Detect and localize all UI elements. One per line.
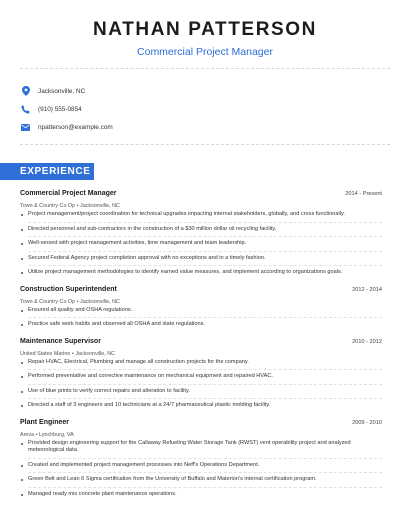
location-text: Jacksonville, NC — [38, 87, 86, 95]
job-title: Plant Engineer — [20, 418, 70, 426]
job-bullet: Green Belt and Lean 6 Sigma certification from the University of Buffalo and Materion's internal certification program. — [20, 476, 382, 484]
envelope-icon — [21, 123, 30, 132]
phone-icon — [21, 105, 30, 114]
contact-divider — [20, 144, 390, 145]
job-bullet: Directed personnel and sub-contractors in the construction of a $30 million dollar oil recycling facility. — [20, 226, 382, 234]
resume-header — [0, 0, 410, 58]
job-company: United States Marine • Jacksonville, NC — [20, 350, 116, 357]
bullet-divider — [28, 265, 382, 266]
bullet-divider — [28, 472, 382, 473]
job-bullets — [20, 440, 382, 499]
job-bullets — [20, 211, 382, 277]
job-entry — [20, 286, 382, 329]
experience-list — [20, 190, 382, 498]
job-bullet: Directed a staff of 3 engineers and 10 technicians at a 24/7 pharmaceutical plastic molding facility. — [20, 402, 382, 410]
job-entry — [20, 419, 382, 499]
job-title: Construction Superintendent — [20, 285, 117, 293]
job-entry — [20, 338, 382, 410]
job-company: Areva • Lynchburg, VA — [20, 431, 74, 438]
job-title: Maintenance Supervisor — [20, 337, 101, 345]
bullet-divider — [28, 236, 382, 237]
bullet-divider — [28, 384, 382, 385]
job-dates: 2012 - 2014 — [352, 286, 382, 293]
candidate-name: NATHAN PATTERSON — [92, 19, 318, 40]
job-title: Commercial Project Manager — [20, 190, 117, 197]
job-bullet: Ensured all quality and OSHA regulations. — [20, 307, 382, 315]
job-bullets — [20, 307, 382, 329]
job-bullet: Managed ready mix concrete plant maintenance operations. — [20, 491, 382, 499]
experience-section-title: EXPERIENCE — [0, 163, 94, 180]
bullet-divider — [28, 222, 382, 223]
bullet-divider — [28, 317, 382, 318]
job-bullet: Provided design engineering support for the Callaway Refueling Water Storage Tank (RWST) vent operability project and analyzed meteorological data. — [20, 440, 382, 455]
bullet-divider — [28, 458, 382, 459]
bullet-divider — [28, 369, 382, 370]
job-bullet: Well-versed with project management activities, time management and team leadership. — [20, 240, 382, 248]
header-divider — [20, 68, 390, 69]
contact-phone — [21, 100, 82, 118]
job-bullet: Performed preventative and corrective maintenance on mechanical equipment and repaired HVAC. — [20, 373, 382, 381]
job-bullet: Utilize project management methodologies to identify earned value measures, and implement according to organizations goals. — [20, 269, 382, 277]
candidate-role: Commercial Project Manager — [137, 46, 273, 58]
job-bullet: Secured Federal Agency project completion approval with no exceptions and in a timely fashion. — [20, 255, 382, 263]
job-dates: 2010 - 2012 — [352, 338, 382, 345]
contact-location — [21, 82, 85, 100]
job-bullet: Practice safe work habits and observed all OSHA and state regulations. — [20, 321, 382, 329]
location-pin-icon — [21, 87, 30, 96]
job-dates: 2014 - Present — [345, 191, 382, 197]
bullet-divider — [28, 487, 382, 488]
email-text: npatterson@example.com — [38, 123, 113, 131]
contact-email — [21, 118, 113, 136]
job-bullet: Project management/project coordination for technical upgrades impacting internal stakeholders, globally, and cross functionally. — [20, 211, 382, 219]
job-company: Town & Country Co Op • Jacksonville, NC — [20, 298, 120, 305]
job-bullet: Use of blue prints to verify correct repairs and alteration to facility. — [20, 388, 382, 396]
bullet-divider — [28, 251, 382, 252]
job-entry — [20, 190, 382, 277]
bullet-divider — [28, 398, 382, 399]
job-bullets — [20, 359, 382, 410]
job-dates: 2009 - 2010 — [352, 419, 382, 426]
job-bullet: Repair HVAC, Electrical, Plumbing and manage all construction projects for the company. — [20, 359, 382, 367]
job-company: Town & Country Co Op • Jacksonville, NC — [20, 203, 120, 209]
phone-text: (910) 555-0854 — [38, 105, 82, 113]
job-bullet: Created and implemented project management processes into Neff's Operations Department. — [20, 462, 382, 470]
